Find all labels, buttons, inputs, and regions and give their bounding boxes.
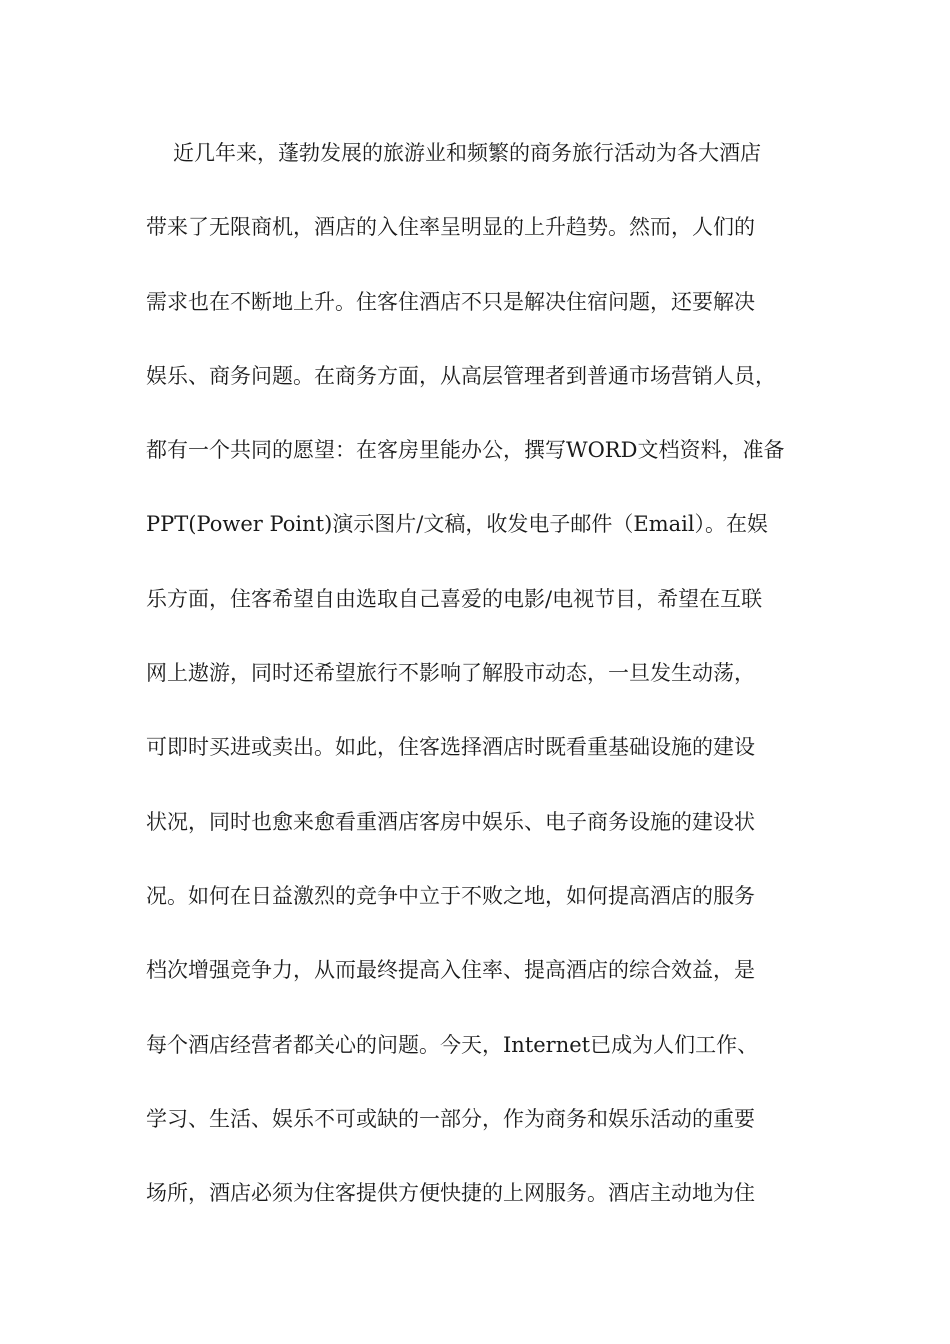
paragraph-line: 需求也在不断地上升。住客住酒店不只是解决住宿问题，还要解决 (146, 289, 755, 314)
paragraph-line: 娱乐、商务问题。在商务方面，从高层管理者到普通市场营销人员， (146, 363, 776, 388)
body-paragraph (146, 116, 806, 1230)
paragraph-line: 况。如何在日益激烈的竞争中立于不败之地，如何提高酒店的服务 (146, 883, 755, 908)
paragraph-line: 乐方面，住客希望自由选取自己喜爱的电影/电视节目，希望在互联 (146, 586, 763, 611)
paragraph-line: 带来了无限商机，酒店的入住率呈明显的上升趋势。然而，人们的 (146, 215, 755, 240)
paragraph-line: 都有一个共同的愿望：在客房里能办公，撰写WORD文档资料，准备 (146, 438, 785, 463)
paragraph-line: 近几年来，蓬勃发展的旅游业和频繁的商务旅行活动为各大酒店 (173, 141, 761, 165)
paragraph-line: 学习、生活、娱乐不可或缺的一部分，作为商务和娱乐活动的重要 (146, 1106, 755, 1131)
paragraph-line: 可即时买进或卖出。如此，住客选择酒店时既看重基础设施的建设 (146, 735, 755, 760)
paragraph-line: 状况，同时也愈来愈看重酒店客房中娱乐、电子商务设施的建设状 (146, 809, 755, 834)
paragraph-line: 网上遨游，同时还希望旅行不影响了解股市动态，一旦发生动荡， (146, 661, 755, 686)
paragraph-line: 场所，酒店必须为住客提供方便快捷的上网服务。酒店主动地为住 (146, 1181, 755, 1206)
paragraph-line: 档次增强竞争力，从而最终提高入住率、提高酒店的综合效益，是 (146, 958, 755, 983)
paragraph-line: 每个酒店经营者都关心的问题。今天，Internet已成为人们工作、 (146, 1032, 759, 1057)
paragraph-line: PPT(Power Point)演示图片/文稿，收发电子邮件（Email）。在娱 (146, 512, 769, 537)
